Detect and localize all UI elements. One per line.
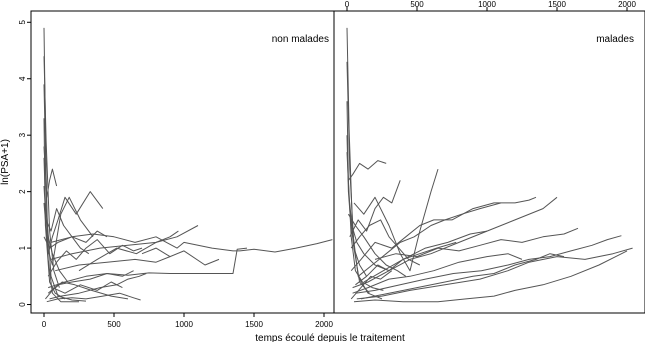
series-line-1-0 [347, 28, 382, 299]
y-axis-label: ln(PSA+1) [0, 139, 11, 185]
panel-non-malades [18, 11, 334, 329]
series-line-0-19 [46, 209, 89, 254]
series-line-0-8 [48, 248, 247, 288]
panel-title-non-malades: non malades [271, 34, 329, 45]
y-tick-label-2: 2 [18, 189, 28, 194]
x-axis-bottom [42, 313, 334, 329]
x-tick-label-top-500: 500 [410, 0, 424, 10]
y-tick-label-0: 0 [18, 302, 28, 307]
y-tick-label-4: 4 [18, 76, 28, 81]
panel-frame-non-malades [31, 11, 334, 313]
series-line-1-3 [348, 161, 386, 181]
x-tick-label-bottom-0: 0 [41, 320, 47, 329]
x-tick-label-top-1500: 1500 [548, 0, 566, 10]
x-axis-label: temps écoulé depuis le traitement [255, 333, 405, 342]
x-axis-top [345, 0, 637, 11]
panel-malades [334, 0, 645, 313]
series-group-malades [347, 28, 633, 302]
x-tick-label-bottom-1500: 1500 [245, 320, 263, 329]
series-group-non-malades [44, 28, 332, 302]
series-line-0-15 [47, 293, 141, 302]
x-tick-label-top-0: 0 [344, 0, 350, 10]
panel-title-malades: malades [596, 34, 634, 45]
series-line-0-16 [142, 248, 219, 265]
series-line-1-2 [347, 101, 383, 290]
x-tick-label-bottom-500: 500 [107, 320, 121, 329]
x-tick-label-top-1000: 1000 [478, 0, 496, 10]
y-tick-label-5: 5 [18, 20, 28, 25]
series-line-0-12 [55, 257, 170, 271]
x-tick-label-top-2000: 2000 [618, 0, 636, 10]
series-line-1-8 [361, 254, 564, 299]
x-tick-label-bottom-2000: 2000 [315, 320, 333, 329]
y-axis [18, 20, 31, 307]
y-tick-label-3: 3 [18, 132, 28, 138]
y-tick-label-1: 1 [18, 245, 28, 251]
x-tick-label-bottom-1000: 1000 [175, 320, 193, 329]
series-line-0-0 [44, 28, 79, 302]
series-line-0-17 [79, 231, 178, 271]
series-line-1-15 [358, 203, 501, 276]
